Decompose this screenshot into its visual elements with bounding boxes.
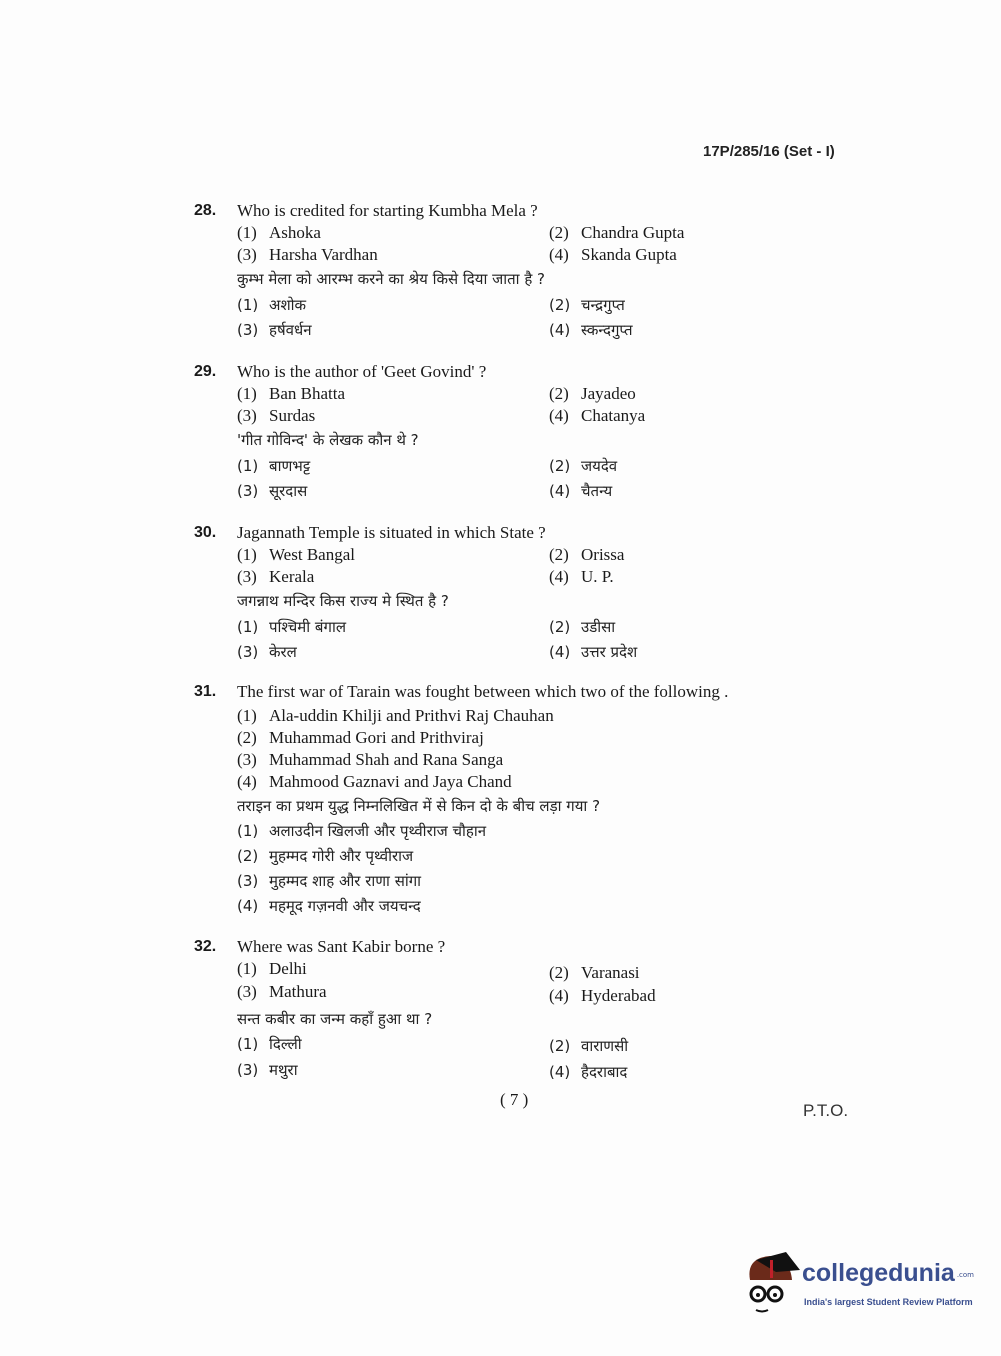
option-label: (2) (237, 847, 259, 865)
option-text: Muhammad Gori and Prithviraj (269, 728, 484, 747)
option-text: सूरदास (269, 482, 308, 500)
option-text: U. P. (581, 567, 614, 586)
option (549, 222, 684, 244)
option-hindi (237, 845, 413, 867)
option-text: Hyderabad (581, 986, 656, 1005)
option-label: (1) (237, 384, 257, 403)
option-hindi (549, 294, 625, 316)
option (237, 566, 314, 588)
option-label: (3) (237, 750, 257, 769)
option-text: Chatanya (581, 406, 646, 425)
option-label: (3) (237, 321, 259, 339)
option-hindi (237, 455, 310, 477)
question-text (237, 200, 538, 222)
question-text-hi: 'गीत गोविन्द' के लेखक कौन थे ? (237, 431, 419, 449)
option-label: (4) (549, 482, 571, 500)
paper-code: 17P/285/16 (Set - I) (703, 143, 835, 160)
option (237, 544, 355, 566)
option-text: उत्तर प्रदेश (581, 643, 638, 661)
question-number (194, 522, 216, 544)
option-label: (1) (237, 822, 259, 840)
question-text-en: Who is credited for starting Kumbha Mela ? (237, 201, 538, 220)
option-label: (2) (549, 296, 571, 314)
option-text: Mahmood Gaznavi and Jaya Chand (269, 772, 512, 791)
question-number-text: 28. (194, 202, 217, 219)
option-text: Muhammad Shah and Rana Sanga (269, 750, 504, 769)
question-text-hindi (237, 429, 419, 451)
option-text: पश्चिमी बंगाल (269, 618, 346, 636)
question-number-text: 31. (194, 683, 217, 700)
option-label: (3) (237, 567, 257, 586)
option-text: Varanasi (581, 963, 640, 982)
option-label: (2) (237, 728, 257, 747)
question-text-hindi (237, 268, 545, 290)
option-text: Ban Bhatta (269, 384, 346, 403)
option-label: (3) (237, 1061, 259, 1079)
option (549, 405, 645, 427)
option-text: Delhi (269, 959, 307, 978)
option-text: मुहम्मद गोरी और पृथ्वीराज (269, 847, 414, 865)
option-label: (3) (237, 872, 259, 890)
option-text: स्कन्दगुप्त (581, 321, 633, 339)
option (237, 749, 503, 771)
option (549, 566, 614, 588)
option-text: अशोक (269, 296, 307, 314)
option-text: उडीसा (581, 618, 616, 636)
option-text: चन्द्रगुप्त (581, 296, 625, 314)
option-hindi (237, 1033, 302, 1055)
question-text-hindi (237, 795, 600, 817)
option-hindi (237, 480, 307, 502)
option-text: अलाउदीन खिलजी और पृथ्वीराज चौहान (269, 822, 487, 840)
student-mascot-icon (742, 1250, 802, 1320)
logo-brand: collegedunia (802, 1259, 955, 1287)
option (237, 222, 321, 244)
question-text (237, 361, 486, 383)
option-text: Ashoka (269, 223, 321, 242)
option-hindi (237, 895, 421, 917)
question-text-hi: सन्त कबीर का जन्म कहाँ हुआ था ? (237, 1010, 433, 1028)
question-number (194, 361, 216, 383)
option (237, 405, 315, 427)
option-text: हर्षवर्धन (269, 321, 312, 339)
option-text: Surdas (269, 406, 316, 425)
question-text-en: Where was Sant Kabir borne ? (237, 937, 446, 956)
option-label: (4) (549, 1063, 571, 1081)
question-number-text: 29. (194, 363, 217, 380)
option (237, 705, 554, 727)
option-label: (1) (237, 457, 259, 475)
option-label: (1) (237, 1035, 259, 1053)
option-label: (2) (549, 223, 569, 242)
question-text-en: Who is the author of 'Geet Govind' ? (237, 362, 487, 381)
option-hindi (237, 1059, 298, 1081)
option-label: (4) (549, 321, 571, 339)
pto-label: P.T.O. (803, 1101, 849, 1120)
option-hindi (549, 480, 612, 502)
question-text-en: Jagannath Temple is situated in which State ? (237, 523, 546, 542)
option-text: Chandra Gupta (581, 223, 685, 242)
question-text-hi: कुम्भ मेला को आरम्भ करने का श्रेय किसे दिया जाता है ? (237, 270, 546, 288)
question-number (194, 200, 216, 222)
option-label: (4) (237, 897, 259, 915)
logo-tagline: India's largest Student Review Platform (804, 1297, 973, 1307)
option-label: (3) (237, 482, 259, 500)
option-label: (4) (549, 986, 569, 1005)
option-label: (2) (549, 384, 569, 403)
question-text (237, 522, 546, 544)
option-text: मुहम्मद शाह और राणा सांगा (269, 872, 422, 890)
option-text: Ala-uddin Khilji and Prithvi Raj Chauhan (269, 706, 554, 725)
option-label: (2) (549, 457, 571, 475)
option-label: (1) (237, 959, 257, 978)
option-text: बाणभट्ट (269, 457, 311, 475)
logo-domain: .com (956, 1271, 974, 1279)
option-text: मथुरा (269, 1061, 298, 1079)
option-label: (3) (237, 406, 257, 425)
option-text: चैतन्य (581, 482, 613, 500)
option-text: वाराणसी (581, 1037, 629, 1055)
option-label: (4) (237, 772, 257, 791)
option-label: (1) (237, 618, 259, 636)
option-text: Harsha Vardhan (269, 245, 378, 264)
option-text: Jayadeo (581, 384, 636, 403)
option-hindi (549, 455, 617, 477)
option-hindi (549, 1061, 627, 1083)
option-text: Skanda Gupta (581, 245, 677, 264)
option-label: (4) (549, 245, 569, 264)
option-label: (1) (237, 223, 257, 242)
option (237, 383, 345, 405)
option-label: (2) (549, 618, 571, 636)
option-hindi (549, 1035, 628, 1057)
option-label: (2) (549, 1037, 571, 1055)
option-hindi (237, 870, 421, 892)
question-number-text: 30. (194, 524, 217, 541)
option-label: (1) (237, 545, 257, 564)
option-text: West Bangal (269, 545, 355, 564)
option-label: (2) (549, 963, 569, 982)
question-text-hi: जगन्नाथ मन्दिर किस राज्य मे स्थित है ? (237, 592, 449, 610)
option-hindi (237, 820, 486, 842)
option-label: (1) (237, 706, 257, 725)
question-number-text: 32. (194, 938, 217, 955)
option-label: (3) (237, 643, 259, 661)
option (237, 981, 327, 1003)
option-label: (3) (237, 982, 257, 1001)
question-text-en: The first war of Tarain was fought between which two of the following . (237, 682, 729, 701)
collegedunia-logo (742, 1250, 992, 1320)
logo-brand-row (802, 1258, 974, 1288)
option-hindi (549, 616, 615, 638)
option-hindi (237, 319, 312, 341)
option-label: (3) (237, 245, 257, 264)
question-text (237, 681, 728, 703)
option-label: (4) (549, 643, 571, 661)
option-hindi (237, 294, 306, 316)
option (549, 544, 624, 566)
question-text-hindi (237, 1008, 432, 1030)
option-text: दिल्ली (269, 1035, 302, 1053)
question-number (194, 681, 216, 703)
option-label: (4) (549, 567, 569, 586)
option-hindi (237, 641, 297, 663)
option (237, 771, 512, 793)
option-text: Kerala (269, 567, 315, 586)
option-text: Mathura (269, 982, 327, 1001)
question-number (194, 936, 216, 958)
question-text (237, 936, 445, 958)
option (237, 958, 307, 980)
option-text: केरल (269, 643, 297, 661)
option-text: हैदराबाद (581, 1063, 628, 1081)
option-hindi (549, 641, 637, 663)
option-label: (1) (237, 296, 259, 314)
option-label: (2) (549, 545, 569, 564)
option (549, 962, 640, 984)
question-text-hi: तराइन का प्रथम युद्ध निम्नलिखित में से किन दो के बीच लड़ा गया ? (237, 797, 601, 815)
option (549, 985, 656, 1007)
option-text: महमूद गज़नवी और जयचन्द (269, 897, 421, 915)
option-text: जयदेव (581, 457, 618, 475)
option-hindi (237, 616, 346, 638)
option-label: (4) (549, 406, 569, 425)
option (237, 244, 378, 266)
option (549, 244, 677, 266)
option (549, 383, 636, 405)
option-text: Orissa (581, 545, 625, 564)
question-text-hindi (237, 590, 449, 612)
option-hindi (549, 319, 633, 341)
option (237, 727, 484, 749)
page-number: ( 7 ) (500, 1090, 529, 1109)
